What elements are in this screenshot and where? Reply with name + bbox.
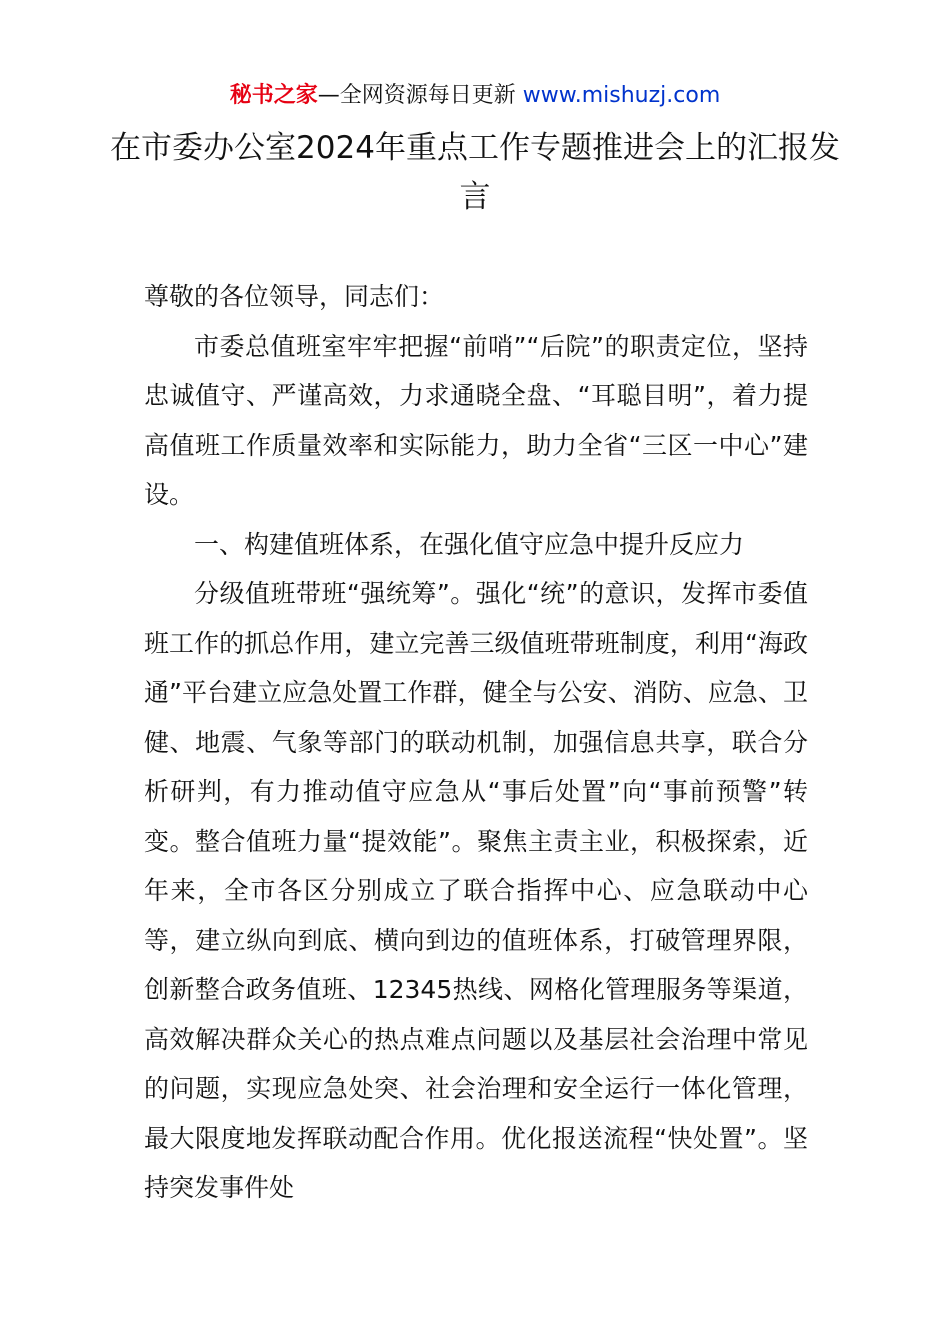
section-heading-1: 一、构建值班体系，在强化值守应急中提升反应力 xyxy=(194,529,745,559)
document-body xyxy=(144,272,808,1213)
site-header xyxy=(0,80,950,112)
site-tagline: —全网资源每日更新 xyxy=(317,83,516,108)
document-title: 在市委办公室2024年重点工作专题推进会上的汇报发言 xyxy=(110,130,840,215)
body-paragraph-section-1: 分级值班带班“强统筹”。强化“统”的意识，发挥市委值班工作的抓总作用，建立完善三级值班带班制度，利用“海政通”平台建立应急处置工作群，健全与公安、消防、应急、卫健、地震、气象等部门的联动机制，加强信息共享，联合分析研判，有力推动值守应急从“事后处置”向“事前预警”转变。整合值班力量“提效能”。聚焦主责主业，积极探索，近年来，全市各区分别成立了联合指挥中心、应急联动中心等，建立纵向到底、横向到边的值班体系，打破管理界限，创新整合政务值班、12345热线、网格化管理服务等渠道，高效解决群众关心的热点难点问题以及基层社会治理中常见的问题，实现应急处突、社会治理和安全运行一体化管理，最大限度地发挥联动配合作用。优化报送流程“快处置”。坚持突发事件处 xyxy=(144,579,808,1202)
site-name: 秘书之家 xyxy=(229,83,318,108)
site-url-link[interactable]: www.mishuzj.com xyxy=(522,83,721,108)
body-paragraph-intro: 市委总值班室牢牢把握“前哨”“后院”的职责定位，坚持忠诚值守、严谨高效，力求通晓全盘、“耳聪目明”，着力提高值班工作质量效率和实际能力，助力全省“三区一中心”建设。 xyxy=(144,331,808,509)
salutation: 尊敬的各位领导，同志们： xyxy=(144,282,445,311)
